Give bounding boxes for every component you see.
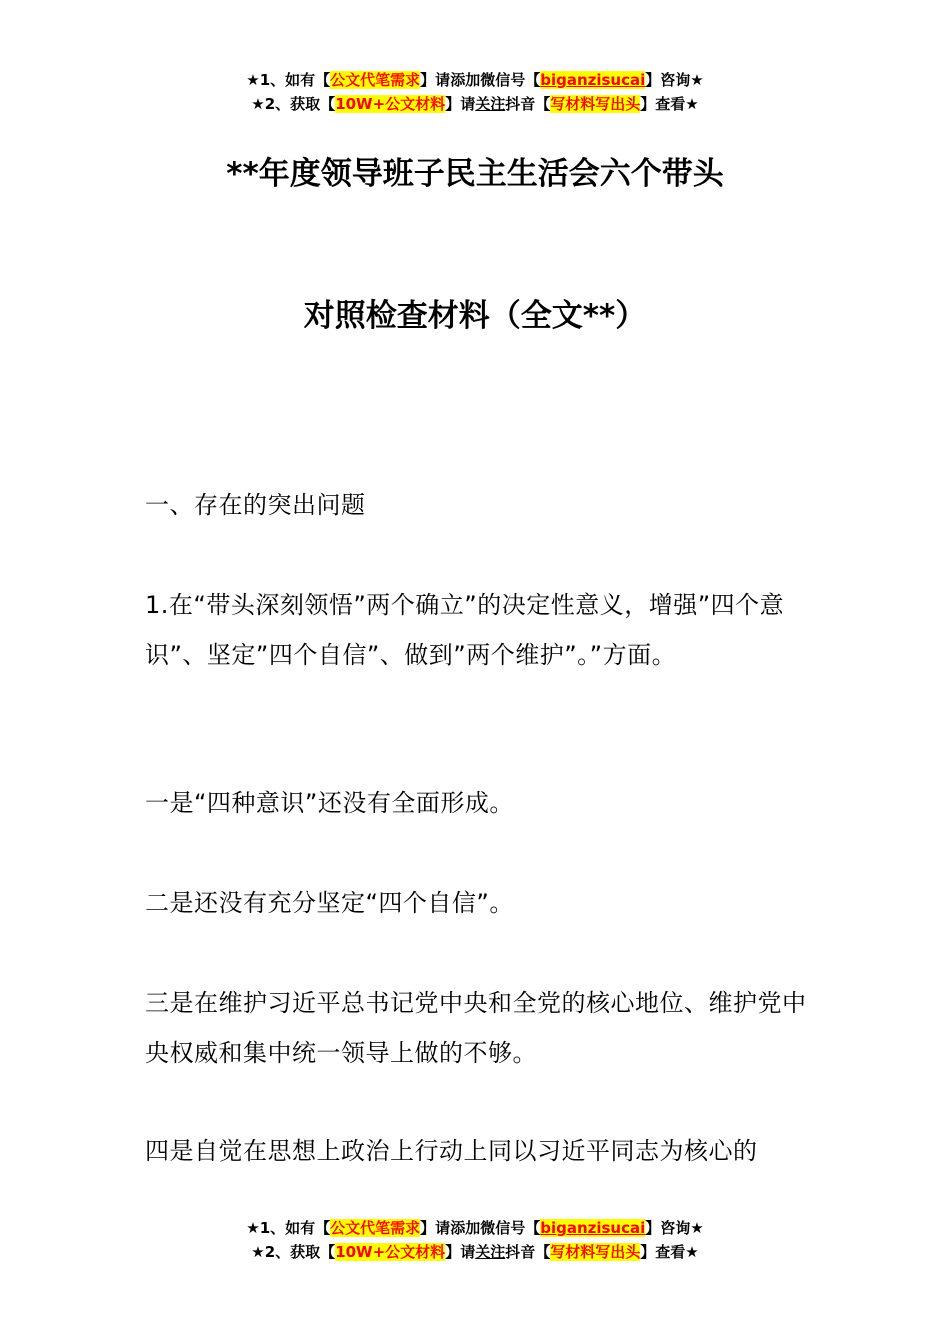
promo-text: 】查看★	[640, 95, 699, 113]
promo-emphasis: 添加	[450, 1219, 481, 1237]
point-paragraph: 二是还没有充分坚定“四个自信”。	[145, 889, 514, 917]
promo-text: ★1、如有【	[246, 71, 331, 89]
wechat-id-highlight: biganzisucai	[540, 1219, 646, 1237]
promo-highlight: 写材料写出头	[550, 1243, 641, 1261]
promo-text: 】咨询★	[645, 1219, 704, 1237]
promo-emphasis: 关注	[475, 1243, 506, 1261]
point-paragraph: 四是自觉在思想上政治上行动上同以习近平同志为核心的	[145, 1137, 758, 1165]
promo-highlight: 10W+公文材料	[335, 95, 446, 113]
promo-highlight: 公文代笔需求	[330, 71, 421, 89]
document-title-line-1: **年度领导班子民主生活会六个带头	[226, 156, 724, 192]
item-paragraph: 1.在“带头深刻领悟”两个确立”的决定性意义，增强”四个意识”、坚定”四个自信”、做到”两个维护”。”方面。	[145, 591, 785, 669]
promo-text: 微信号【	[480, 1219, 541, 1237]
promo-text: 】查看★	[640, 1243, 699, 1261]
promo-text: 】请	[420, 1219, 451, 1237]
promo-text: ★2、获取【	[251, 1243, 336, 1261]
promo-text: 抖音【	[505, 95, 551, 113]
point-paragraph: 三是在维护习近平总书记党中央和全党的核心地位、维护党中央权威和集中统一领导上做的不够。	[145, 989, 807, 1067]
promo-banner-top	[0, 68, 950, 116]
promo-highlight: 公文代笔需求	[330, 1219, 421, 1237]
promo-highlight: 10W+公文材料	[335, 1243, 446, 1261]
promo-banner-bottom	[0, 1216, 950, 1264]
point-paragraph: 一是“四种意识”还没有全面形成。	[145, 789, 514, 817]
promo-emphasis: 添加	[450, 71, 481, 89]
promo-highlight: 写材料写出头	[550, 95, 641, 113]
promo-text: ★1、如有【	[246, 1219, 331, 1237]
promo-emphasis: 关注	[475, 95, 506, 113]
promo-line-2	[0, 1240, 950, 1264]
promo-text: 】请	[420, 71, 451, 89]
promo-text: 】请	[445, 95, 476, 113]
wechat-id-highlight: biganzisucai	[540, 71, 646, 89]
promo-text: ★2、获取【	[251, 95, 336, 113]
promo-text: 】咨询★	[645, 71, 704, 89]
section-heading: 一、存在的突出问题	[145, 491, 366, 519]
document-title-line-2: 对照检查材料（全文**）	[303, 298, 647, 334]
promo-line-1	[0, 1216, 950, 1240]
promo-text: 微信号【	[480, 71, 541, 89]
promo-text: 抖音【	[505, 1243, 551, 1261]
promo-line-1	[0, 68, 950, 92]
promo-line-2	[0, 92, 950, 116]
promo-text: 】请	[445, 1243, 476, 1261]
